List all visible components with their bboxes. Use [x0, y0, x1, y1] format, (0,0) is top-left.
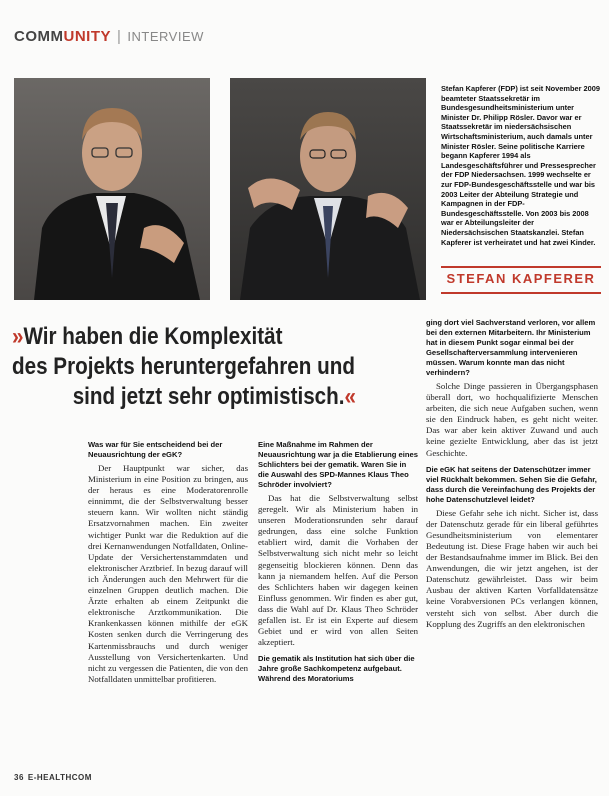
pull-quote-text-3: sind jetzt sehr optimistisch. [72, 383, 345, 410]
interview-question: Eine Maßnahme im Rahmen der Neuausrichtung war ja die Etablierung eines Schlichters bei der gematik. Waren Sie in die Auswahl des SPD-Mannes Klaus Theo Schröder involviert? [258, 440, 418, 489]
interview-photo-1 [14, 78, 210, 300]
interview-answer: Solche Dinge passieren in Übergangsphasen überall dort, wo hochqualifizierte Menschen arbeiten, die sich neue Aufgaben suchen, wenn sie den Eindruck haben, es geht nicht weiter. Das war aber kein aktiver Zuwand und auch keine gezielte Entwicklung, aber das ist jetzt Geschichte. [426, 381, 598, 458]
quote-close-mark: « [344, 383, 356, 410]
page-footer [14, 773, 92, 782]
article-column-2 [258, 440, 418, 687]
pull-quote-line-3 [12, 382, 356, 412]
pull-quote-text-1: Wir haben die Komplexität [23, 323, 283, 350]
pull-quote [12, 322, 356, 412]
section-title-part2: UNITY [63, 28, 111, 45]
interview-question-continued: ging dort viel Sachverstand verloren, vor allem bei den externen Mitarbeitern. Ihr Ministerium hat in diesem Punkt sogar einmal bei der Gesellschafterversammlung intervenieren müssen. Warum konnte man das nicht verhindern? [426, 318, 596, 377]
interview-question: Was war für Sie entscheidend bei der Neuausrichtung der eGK? [88, 440, 223, 459]
page-number: 36 [14, 773, 24, 782]
pull-quote-line-2: des Projekts heruntergefahren und [12, 353, 355, 380]
magazine-name: E-HEALTHCOM [27, 773, 92, 782]
interview-question: Die gematik als Institution hat sich über die Jahre große Sachkompetenz aufgebaut. Während des Moratoriums [258, 654, 415, 684]
bio-text: Stefan Kapferer (FDP) ist seit November 2009 beamteter Staatssekretär im Bundesgesundheitsministerium unter Minister Dr. Philipp Rösler. Davor war er Staatssekretär im niedersächsischen Wirtschaftsministerium, auch damals unter Minister Rösler. Seine politische Karriere begann Kapferer 1994 als Landesgeschäftsführer und Pressesprecher der FDP Niedersachsen. 1999 wechselte er zur FDP-Bundesgeschäftsstelle und war bis 2003 Leiter der Abteilung Strategie und Kampagnen in der FDP-Bundesgeschäftsstelle. Von 2003 bis 2008 war er Abteilungsleiter der Niedersächsischen Staatskanzlei. Stefan Kapferer ist verheiratet und hat zwei Kinder. [441, 84, 600, 247]
interview-question: Die eGK hat seitens der Datenschützer immer viel Rückhalt bekommen. Sehen Sie die Gefahr, dass durch die Vereinfachung des Projekts der hohe Datenschutzlevel leidet? [426, 464, 597, 504]
portrait-illustration-1 [14, 78, 210, 300]
bio-name: STEFAN KAPFERER [441, 266, 601, 294]
article-column-3 [426, 318, 598, 636]
article-column-1 [88, 440, 248, 691]
quote-open-mark: » [12, 323, 24, 350]
section-separator: | [117, 28, 122, 45]
section-header [14, 28, 204, 45]
portrait-illustration-2 [230, 78, 426, 300]
interview-answer: Der Hauptpunkt war sicher, das Ministerium in eine Position zu bringen, aus der heraus es eine Moderatorenrolle einnimmt, die der Selbstverwaltung besser steuern kann. Wir wollten nicht ständig Ersatzvornahmen machen. Ein zweiter wichtiger Punkt war die Reduktion auf die drei Kernanwendungen Notfalldaten, Online-Update der Versichertenstammdaten und elektronischer Arztbrief. In bezug darauf will ich Änderungen auch den Mehrwert für die einzelnen Gruppen deutlich machen. Die Ärzte erhalten ab einem Zeitpunkt die elektronische Arztkommunikation. Die Krankenkassen können mithilfe der eGK Kosten senken durch die Verringerung des Kartenmissbrauchs und durch weniger Ausstellung von Versichertenkarten. Und nicht zu vergessen die Patienten, die von den Notfalldaten unmittelbar profitieren. [88, 463, 248, 684]
subsection-title: INTERVIEW [127, 29, 204, 44]
section-title-part1: COMM [14, 28, 64, 45]
pull-quote-line-1 [12, 322, 356, 352]
interview-photo-2 [230, 78, 426, 300]
interview-answer: Das hat die Selbstverwaltung selbst geregelt. Wir als Ministerium haben in unseren Moderationsrunden sehr darauf gedrungen, dass eine solche Funktion etabliert wird, damit die Vorhaben der Selbstverwaltung sich nicht mehr so leicht gegenseitig blockieren können. Denn das kann ja niemandem helfen. Auf die Person des Schlichters haben wir dagegen keinen Einfluss genommen. Wir finden es aber gut, dass die Wahl auf Dr. Klaus Theo Schröder gefallen ist. Er ist ein Experte auf diesem Gebiet und er wird von allen Seiten akzeptiert. [258, 493, 418, 648]
interview-answer: Diese Gefahr sehe ich nicht. Sicher ist, dass der Datenschutz gerade für ein liberal geführtes Gesundheitsministerium von elementarer Bedeutung ist. Diese Frage haben wir auch bei der Bestandsaufnahme immer im Blick. Bei den Anwendungen, die wir jetzt angehen, ist der Datenschutz gewährleistet. Dass wir beim Ausbau der aktiven Karten Vorfalldatensätze keine Vorabversionen PCs verlangen können, versteht sich von selbst. Aber durch die Kopplung des Zugriffs an den elektronischen [426, 507, 598, 629]
